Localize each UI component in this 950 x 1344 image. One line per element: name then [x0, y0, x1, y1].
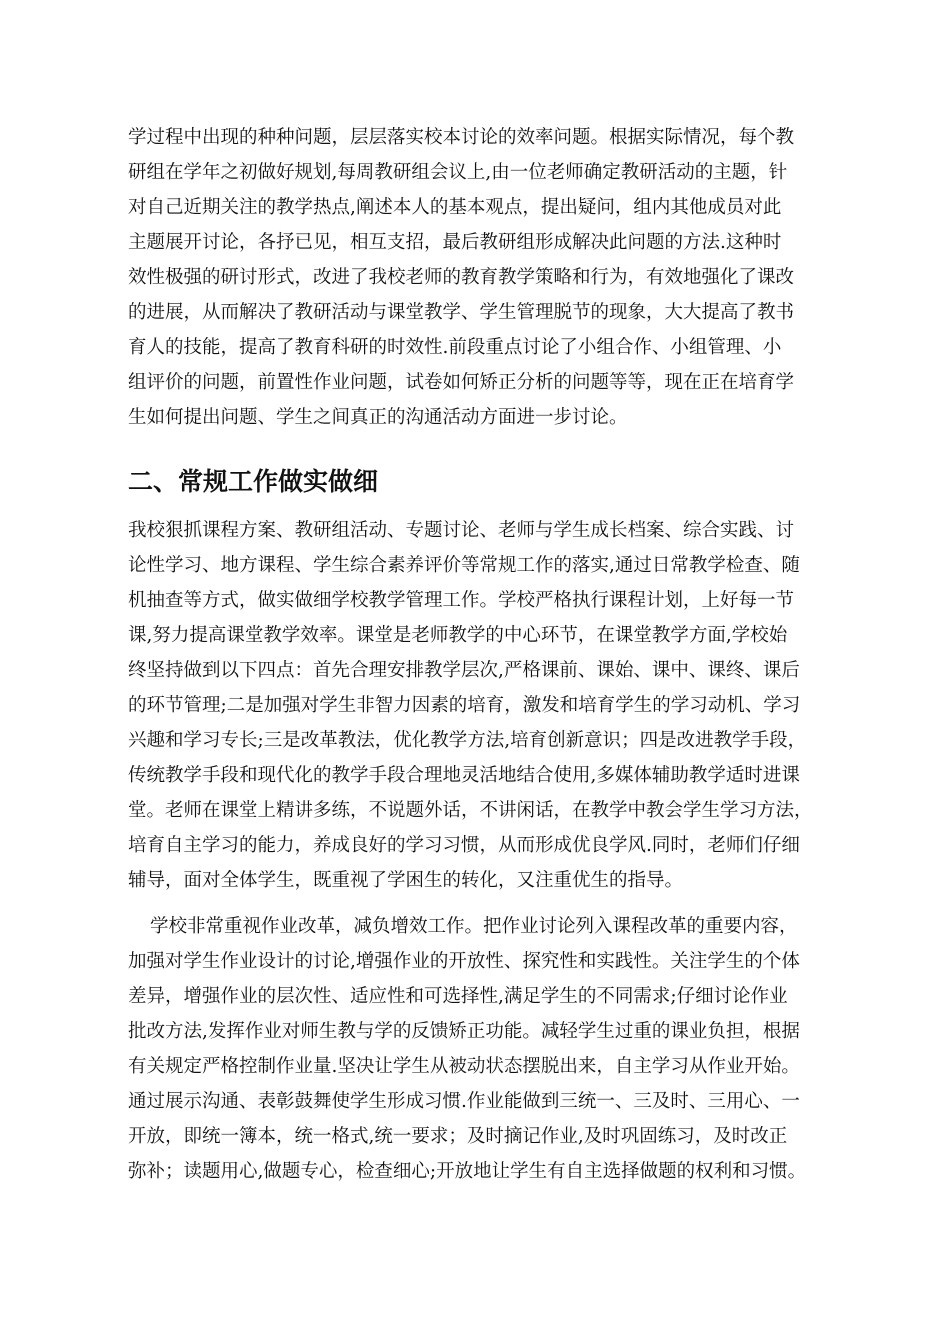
section-heading: 二、常规工作做实做细 [128, 467, 379, 496]
paragraph-line: 兴趣和学习专长;三是改革教法，优化教学方法,培育创新意识；四是改进教学手段， [128, 730, 807, 751]
paragraph-line: 主题展开讨论，各抒已见，相互支招，最后教研组形成解决此问题的方法.这种时 [128, 232, 782, 253]
paragraph-line: 的环节管理;二是加强对学生非智力因素的培育，激发和培育学生的学习动机、学习 [128, 695, 801, 716]
paragraph-line: 堂。老师在课堂上精讲多练，不说题外话，不讲闲话，在教学中教会学生学习方法， [128, 800, 813, 821]
paragraph-line: 机抽查等方式，做实做细学校教学管理工作。学校严格执行课程计划，上好每一节 [128, 590, 795, 611]
paragraph-line: 加强对学生作业设计的讨论,增强作业的开放性、探究性和实践性。关注学生的个体 [128, 951, 800, 972]
paragraph-line: 对自己近期关注的教学热点,阐述本人的基本观点，提出疑问，组内其他成员对此 [128, 197, 782, 218]
paragraph-line: 的进展，从而解决了教研活动与课堂教学、学生管理脱节的现象，大大提高了教书 [128, 302, 795, 323]
paragraph-line: 批改方法,发挥作业对师生教与学的反馈矫正功能。减轻学生过重的课业负担，根据 [128, 1021, 800, 1042]
paragraph-line: 终坚持做到以下四点：首先合理安排教学层次,严格课前、课始、课中、课终、课后 [128, 660, 800, 681]
paragraph-line: 培育自主学习的能力，养成良好的学习习惯，从而形成优良学风.同时，老师们仔细 [128, 835, 800, 856]
paragraph-line: 弥补；读题用心,做题专心，检查细心;开放地让学生有自主选择做题的权利和习惯。 [128, 1161, 807, 1182]
paragraph-line: 学校非常重视作业改革，减负增效工作。把作业讨论列入课程改革的重要内容， [150, 916, 798, 937]
paragraph-line: 我校狠抓课程方案、教研组活动、专题讨论、老师与学生成长档案、综合实践、讨 [128, 520, 795, 541]
paragraph-line: 传统教学手段和现代化的教学手段合理地灵活地结合使用,多媒体辅助教学适时进课 [128, 765, 800, 786]
paragraph-line: 有关规定严格控制作业量.坚决让学生从被动状态摆脱出来，自主学习从作业开始。 [128, 1056, 800, 1077]
paragraph-line: 育人的技能，提高了教育科研的时效性.前段重点讨论了小组合作、小组管理、小 [128, 337, 782, 358]
paragraph-line: 开放，即统一簿本，统一格式,统一要求；及时摘记作业,及时巩固练习，及时改正 [128, 1126, 788, 1147]
paragraph-line: 组评价的问题，前置性作业问题，试卷如何矫正分析的问题等等，现在正在培育学 [128, 372, 795, 393]
paragraph-line: 课,努力提高课堂教学效率。课堂是老师教学的中心环节，在课堂教学方面,学校始 [128, 625, 788, 646]
paragraph-line: 辅导，面对全体学生，既重视了学困生的转化，又注重优生的指导。 [128, 870, 684, 891]
paragraph-line: 学过程中出现的种种问题，层层落实校本讨论的效率问题。根据实际情况，每个教 [128, 127, 795, 148]
paragraph-line: 生如何提出问题、学生之间真正的沟通活动方面进一步讨论。 [128, 407, 628, 428]
paragraph-line: 论性学习、地方课程、学生综合素养评价等常规工作的落实,通过日常教学检查、随 [128, 555, 800, 576]
paragraph-line: 通过展示沟通、表彰鼓舞使学生形成习惯.作业能做到三统一、三及时、三用心、一 [128, 1091, 800, 1112]
paragraph-line: 效性极强的研讨形式，改进了我校老师的教育教学策略和行为，有效地强化了课改 [128, 267, 795, 288]
paragraph-line: 研组在学年之初做好规划,每周教研组会议上,由一位老师确定教研活动的主题，针 [128, 162, 788, 183]
paragraph-line: 差异，增强作业的层次性、适应性和可选择性,满足学生的不同需求;仔细讨论作业 [128, 986, 788, 1007]
